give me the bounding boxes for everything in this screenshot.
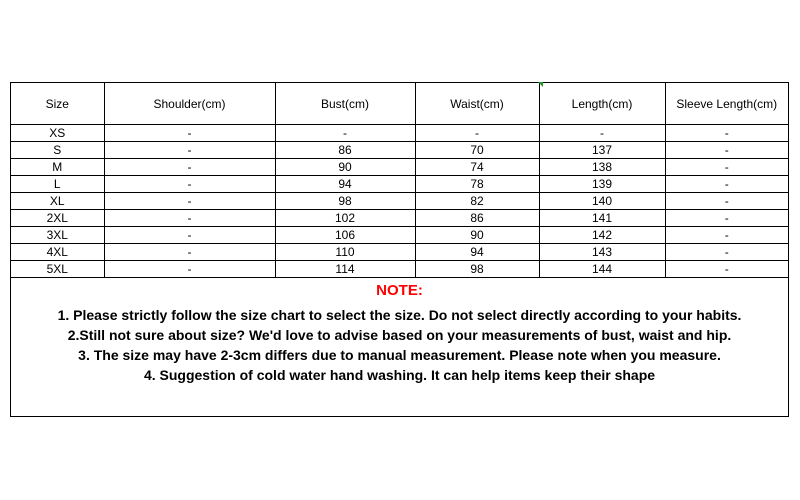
cell-waist: - [415,125,539,142]
cell-size: 3XL [11,227,104,244]
cell-shoulder: - [104,159,275,176]
table-row [11,142,788,159]
cell-bust: 98 [275,193,415,210]
cell-waist: 78 [415,176,539,193]
note-line-3: 3. The size may have 2-3cm differs due to manual measurement. Please note when you measure. [78,347,721,363]
cell-waist: 70 [415,142,539,159]
cell-shoulder: - [104,210,275,227]
cell-shoulder: - [104,125,275,142]
header-waist: Waist(cm) [415,83,539,125]
cell-shoulder: - [104,142,275,159]
cell-length: 137 [539,142,665,159]
table-row [11,244,788,261]
cell-length: 138 [539,159,665,176]
cell-sleeve-length: - [665,193,788,210]
cell-waist: 86 [415,210,539,227]
cell-size: XL [11,193,104,210]
cell-bust: - [275,125,415,142]
cell-bust: 90 [275,159,415,176]
cell-bust: 106 [275,227,415,244]
cell-sleeve-length: - [665,176,788,193]
table-header-row [11,83,788,125]
cell-waist: 98 [415,261,539,278]
cell-sleeve-length: - [665,142,788,159]
cell-shoulder: - [104,227,275,244]
cell-shoulder: - [104,193,275,210]
cell-size: 2XL [11,210,104,227]
cell-size: L [11,176,104,193]
table-row [11,227,788,244]
cell-sleeve-length: - [665,159,788,176]
cell-sleeve-length: - [665,244,788,261]
table-row [11,159,788,176]
cell-length: 143 [539,244,665,261]
cell-length: 141 [539,210,665,227]
cell-size: 4XL [11,244,104,261]
cell-waist: 90 [415,227,539,244]
table-row [11,261,788,278]
table-row [11,193,788,210]
cell-shoulder: - [104,176,275,193]
note-line-2: 2.Still not sure about size? We'd love to advise based on your measurements of bust, waist and hip. [67,327,732,343]
cell-waist: 74 [415,159,539,176]
cell-bust: 114 [275,261,415,278]
cell-comment-marker [538,82,543,87]
note-line-1: 1. Please strictly follow the size chart to select the size. Do not select directly according to your habits. [57,307,742,323]
cell-size: S [11,142,104,159]
note-title: NOTE: [376,282,423,299]
header-shoulder: Shoulder(cm) [104,83,275,125]
cell-size: 5XL [11,261,104,278]
cell-bust: 94 [275,176,415,193]
cell-bust: 86 [275,142,415,159]
notes-section [11,281,788,385]
cell-sleeve-length: - [665,210,788,227]
cell-length: 140 [539,193,665,210]
header-length: Length(cm) [539,83,665,125]
cell-size: XS [11,125,104,142]
cell-length: - [539,125,665,142]
note-line-4: 4. Suggestion of cold water hand washing. It can help items keep their shape [143,367,656,383]
cell-length: 139 [539,176,665,193]
cell-waist: 94 [415,244,539,261]
header-size: Size [11,83,104,125]
table-row [11,125,788,142]
cell-shoulder: - [104,261,275,278]
cell-bust: 102 [275,210,415,227]
header-bust: Bust(cm) [275,83,415,125]
cell-size: M [11,159,104,176]
table-row [11,176,788,193]
size-table [11,83,788,278]
size-chart-sheet [10,82,789,417]
cell-length: 144 [539,261,665,278]
header-sleeve-length: Sleeve Length(cm) [665,83,788,125]
cell-shoulder: - [104,244,275,261]
table-row [11,210,788,227]
cell-length: 142 [539,227,665,244]
cell-bust: 110 [275,244,415,261]
cell-sleeve-length: - [665,261,788,278]
cell-sleeve-length: - [665,125,788,142]
cell-waist: 82 [415,193,539,210]
cell-sleeve-length: - [665,227,788,244]
